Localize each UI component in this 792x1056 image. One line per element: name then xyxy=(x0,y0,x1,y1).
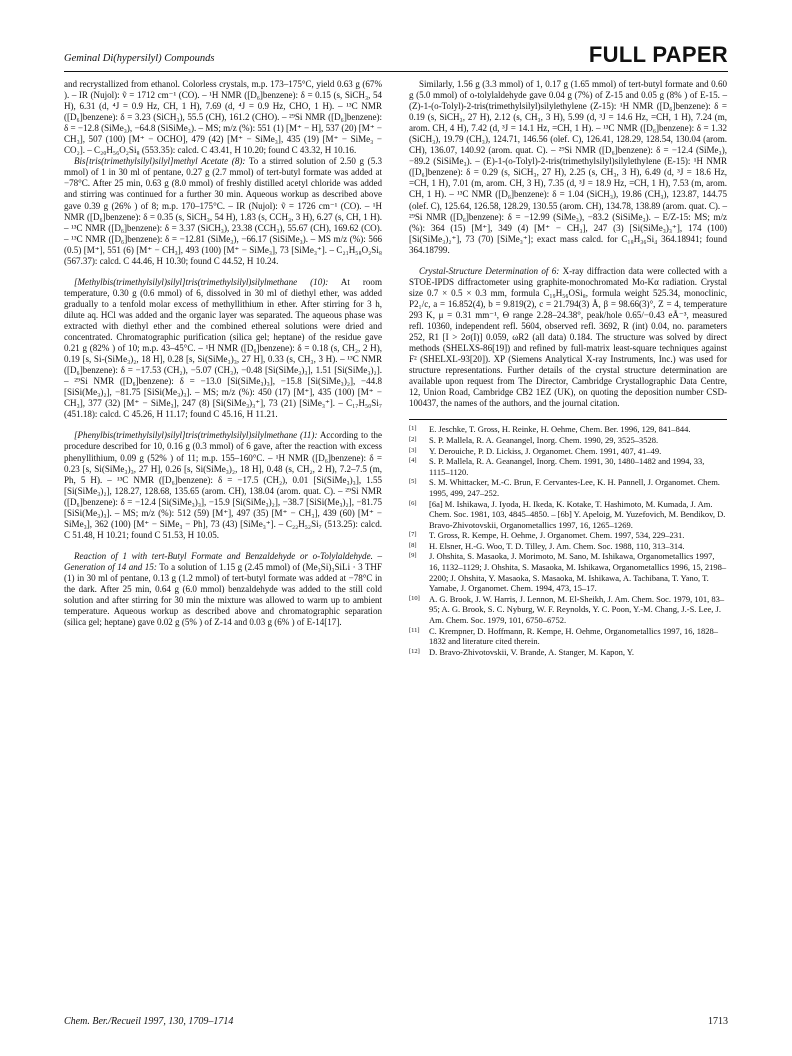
reference-item xyxy=(409,456,727,477)
paragraph-body: To a stirred solution of 2.50 g (5.3 mmol) of 1 in 30 ml of pentane, 0.27 g (2.7 mmol) of tert-butyl formate was added at −78°C. After 25 min, 0.63 g (8.0 mmol) of freshly distilled acetyl chloride was added and stirring was continued for a further 30 min. Aqueous workup as described above gave 0.39 g (26% ) of 8; m.p. 170–175°C. – IR (Nujol): ṽ = 1726 cm⁻¹ (CO). – ¹H NMR ([D₆]benzene): δ = 0.35 (s, SiCH₃, 54 H), 1.83 (s, CCH₃, 3 H), 6.27 (s, CH, 1 H). – ¹³C NMR ([D₆]benzene): δ = 3.37 (SiCH₃), 23.38 (CCH₃), 55.67 (CH), 169.62 (CO). – ¹³C NMR ([D₆]benzene): δ = −12.81 (SiMe₃), −66.17 (SiSiMe₃). – MS m/z (%): 566 (0.5) [M⁺], 551 (6) [M⁺ − CH₃], 493 (100) [M⁺ − SiMe₃], 73 [SiMe₃⁺]. – C₂₁H₅₈O₂Si₈ (567.37): calcd. C 44.46, H 10.30; found C 44.52, H 10.24. xyxy=(64,156,383,266)
reference-number: [10] xyxy=(409,594,420,602)
right-column xyxy=(409,79,727,657)
reference-text: D. Bravo-Zhivotovskii, V. Brande, A. Stanger, M. Kapon, Y. xyxy=(429,646,634,657)
reference-number: [2] xyxy=(409,435,417,443)
reference-item xyxy=(409,424,727,435)
reference-number: [8] xyxy=(409,541,417,549)
section-label: FULL PAPER xyxy=(588,42,728,67)
paragraph xyxy=(64,277,382,421)
journal-citation: Chem. Ber./Recueil 1997, 130, 1709–1714 xyxy=(64,1016,234,1027)
paragraph-heading: Crystal-Structure Determination of 6: xyxy=(419,265,560,276)
paragraph xyxy=(64,156,382,266)
reference-number: [5] xyxy=(409,478,417,486)
reference-list xyxy=(409,419,727,657)
reference-number: [4] xyxy=(409,457,417,465)
reference-text: S. P. Mallela, R. A. Geanangel, Inorg. Chem. 1991, 30, 1480–1482 and 1994, 33, 1115–1120. xyxy=(429,456,705,477)
reference-text: S. M. Whittacker, M.-C. Brun, F. Cervantes-Lee, K. H. Pannell, J. Organomet. Chem. 1995, 499, 247–252. xyxy=(429,477,720,498)
paragraph xyxy=(409,266,727,410)
reference-item xyxy=(409,541,727,552)
paragraph xyxy=(64,551,382,628)
reference-item xyxy=(409,435,727,446)
paragraph xyxy=(64,430,382,540)
reference-text: E. Jeschke, T. Gross, H. Reinke, H. Oehme, Chem. Ber. 1996, 129, 841–844. xyxy=(429,424,691,435)
reference-item xyxy=(409,626,727,647)
reference-number: [11] xyxy=(409,626,420,634)
running-title: Geminal Di(hypersilyl) Compounds xyxy=(64,53,215,64)
reference-number: [1] xyxy=(409,425,417,433)
reference-text: A. G. Brook, J. W. Harris, J. Lennon, M. El-Sheikh, J. Am. Chem. Soc. 1979, 101, 83–95; A. G. Brook, S. C. Nyburg, W. F. Reynolds, Y. C. Poon, Y.-M. Chang, J.-S. Lee, J. Am. Chem. Soc. 1979, 101, 6750–6752. xyxy=(429,593,725,626)
reference-text: C. Krempner, D. Hoffmann, R. Kempe, H. Oehme, Organometallics 1997, 16, 1828–1832 and literature cited therein. xyxy=(429,625,718,647)
reference-item xyxy=(409,499,727,531)
reference-item xyxy=(409,477,727,498)
left-column xyxy=(64,79,382,628)
paragraph: and recrystallized from ethanol. Colorless crystals, m.p. 173–175°C, yield 0.63 g (67% ). – IR (Nujol): ṽ = 1712 cm⁻¹ (CO). – ¹H NMR ([D₆]benzene): δ = 0.15 (s, SiCH₃, 54 H), 6.31 (d, ⁴J = 0.9 Hz, CH, 1 H), 7.69 (d, ⁴J = 0.9 Hz, CHO, 1 H). – ¹³C NMR ([D₆]benzene): δ = 3.23 (SiCH₃), 55.5 (CH), 161.2 (CHO). – ²⁹Si NMR ([D₆]benzene): δ = −12.8 (SiMe₃), −64.8 (SiSiMe₃). – MS; m/z (%): 551 (1) [M⁺ − H], 537 (20) [M⁺ − CH₃], 507 (100) [M⁺ − OCHO], 479 (42) [M⁺ − SiMe₃], 435 (19) [M⁺ − SiMe₃ − CO₂]. – C₂₀H₅₆O₂Si₈ (553.35): calcd. C 43.41, H 10.20; found C 43.32, H 10.16. xyxy=(64,79,382,156)
reference-number: [9] xyxy=(409,552,417,560)
header-rule xyxy=(64,71,728,72)
reference-item xyxy=(409,530,727,541)
reference-item xyxy=(409,647,727,658)
reference-text: H. Elsner, H.-G. Woo, T. D. Tilley, J. Am. Chem. Soc. 1988, 110, 313–314. xyxy=(429,540,685,551)
reference-text: J. Ohshita, S. Masaoka, J. Morimoto, M. Sano, M. Ishikawa, Organometallics 1997, 16, 1132–1129; J. Ohshita, S. Masaoka, M. Ishikawa, Organometallics 1996, 15, 2198–2200; J. Ohshita, Y. Masaoka, S. Masaoka, M. Ishikawa, A. Tachibana, T. Yano, T. Yamabe, J. Organomet. Chem. 1994, 473, 15–17. xyxy=(429,551,727,594)
reference-item xyxy=(409,594,727,626)
reference-number: [7] xyxy=(409,531,417,539)
reference-number: [12] xyxy=(409,647,420,655)
reference-text: [6a] M. Ishikawa, J. Iyoda, H. Ikeda, K. Kotake, T. Hashimoto, M. Kumada, J. Am. Chem. Soc. 1981, 103, 4845–4850. – [6b] Y. Apeloig, M. Yuzefovich, M. Bendikov, D. Bravo-Zhivotovskii, Organometallics 1997, 16, 1265–1269. xyxy=(429,498,726,530)
paragraph-body: X-ray diffraction data were collected with a STOE-IPDS diffractometer using graphite-monochromated Mo-Kα radiation. Crystal size 0.7 × 0.5 × 0.3 mm, formula C₁₉H₅₆OSi₈, formula weight 525.34, monoclinic, P2₁/c, a = 16.852(4), b = 9.819(2), c = 21.794(3) Å, β = 98.66(3)°, Z = 4, temperature 293 K, μ = 0.31 mm⁻¹, Θ range 2.28–24.38°, peak/hole 0.65/−0.43 eÅ⁻³, measured refl. 10360, independent refl. 5604, observed refl. 3692, R (int) 0.04, no. parameters 252, R1 [I > 2σ(I)] 0.059, ωR2 (all data) 0.184. The structure was solved by direct methods (SHELXS-86[19]) and refined by full-matrix least-square techniques against F² (SHELXL-93[20]). XP (Siemens Analytical X-ray Instruments, Inc.) was used for structure representations. Further details of the crystal structure determination are available upon request from The Director, Cambridge Crystallographic Data Centre, 12, Union Road, Cambridge CB2 1EZ (UK), on quoting the deposition number CSD-100437, the names of the authors, and the journal citation. xyxy=(409,265,727,409)
paragraph-heading: Bis[tris(trimethylsilyl)silyl]methyl Acetate (8): xyxy=(74,156,246,167)
reference-text: S. P. Mallela, R. A. Geanangel, Inorg. Chem. 1990, 29, 3525–3528. xyxy=(429,434,659,445)
page-header xyxy=(64,40,728,70)
paragraph-heading: [Methylbis(trimethylsilyl)silyl]tris(trimethylsilyl)silylmethane (10): xyxy=(74,276,329,287)
reference-number: [6] xyxy=(409,499,417,507)
reference-item xyxy=(409,446,727,457)
paragraph-body: At room temperature, 0.30 g (0.6 mmol) of 6, dissolved in 30 ml of diethyl ether, was added gradually to a tenfold molar excess of methyllithium in ether. After stirring for 3 h, dilute aq. HCl was added and the organic layer was separated. The aqueous phase was extracted with diethyl ether and the combined ethereal solutions were dried and concentrated. Chromatographic purification (silica gel; heptane) of the residue gave 0.21 g (82% ) of 10; m.p. 43–45°C. – ¹H NMR ([D₆]benzene): δ = 0.18 (s, CH₂, 2 H), 0.19 [s, Si-(SiMe₃)₂, 18 H], 0.28 [s, Si(SiMe₃)₃, 27 H], 0.33 (s, CH₃, 3 H). – ¹³C NMR ([D₆]benzene): δ = −17.53 (CH₂), −5.07 (CH₃), −0.48 [Si(SiMe₃)₃], 1.51 [Si(SiMe₃)₂]. – ²⁹Si NMR ([D₆]benzene): δ = −13.0 [Si(SiMe₃)₃], −15.8 [Si(SiMe₃)₂], −44.8 [SiSi(Me₃)₂], −81.75 [SiSi(Me₃)₃]. – MS; m/z (%): 450 (17) [M⁺], 435 (100) [M⁺ − CH₃], 377 (32) [M⁺ − SiMe₃], 247 (8) [Si(SiMe₃)₃⁺], 73 (21) [SiMe₃⁺]. – C₁₇H₅₀Si₇ (451.18): calcd. C 45.26, H 11.17; found C 45.16, H 11.21. xyxy=(64,276,382,420)
paragraph-body: According to the procedure described for 10, 0.16 g (0.3 mmol) of 6 gave, after the reaction with excess phenyllithium, 0.09 g (52% ) of 11; m.p. 155–160°C. – ¹H NMR ([D₆]benzene): δ = 0.23 [s, Si(SiMe₃)₃, 27 H], 0.26 [s, Si(SiMe₃)₂, 18 H], 0.48 (s, CH₂, 2 H), 7.2–7.5 (m, Ph, 5 H). – ¹³C NMR ([D₆]benzene): δ = −17.5 (CH₂), 0.01 [Si(SiMe₃)₃], 1.55 [Si(SiMe₃)₂], 128.27, 128.68, 135.65 (arom. CH), 138.04 (arom. quat. C). – ²⁹Si NMR ([D₆]benzene): δ = −12.4 [Si(SiMe₃)₃], −15.9 [Si(SiMe₃)₂], −38.7 [SiSi(Me₃)₂], −81.75 [SiSi(Me₃)₃]. – MS; m/z (%): 512 (59) [M⁺], 497 (35) [M⁺ − CH₃], 439 (60) [M⁺ − SiMe₃], 362 (100) [M⁺ − SiMe₃ − Ph], 73 (43) [SiMe₃⁺]. – C₂₂H₅₂Si₇ (513.25): calcd. C 51.48, H 10.21; found C 51.53, H 10.05. xyxy=(64,430,382,540)
reference-number: [3] xyxy=(409,446,417,454)
reference-item xyxy=(409,551,727,593)
reference-text: T. Gross, R. Kempe, H. Oehme, J. Organomet. Chem. 1997, 534, 229–231. xyxy=(429,530,685,541)
paragraph-body: To a solution of 1.15 g (2.45 mmol) of (Me₃Si)₃SiLi · 3 THF (1) in 30 ml of pentane, 0.13 g (1.2 mmol) of tert-butyl formate was added at −78°C in the dark. After 25 min, 0.64 g (6.0 mmol) benzaldehyde was added to the still cold solution and after stirring for 30 min the mixture was allowed to warm up to ambient temperature. Aqueous workup as described above and chromatographic separation (silica gel; heptane) gave 0.02 g (5% ) of Z-14 and 0.03 g (6% ) of E-14[17]. xyxy=(64,561,382,628)
paragraph-heading: [Phenylbis(trimethylsilyl)silyl]tris(trimethylsilyl)silylmethane (11): xyxy=(74,430,318,441)
paragraph: Similarly, 1.56 g (3.3 mmol) of 1, 0.17 g (1.65 mmol) of tert-butyl formate and 0.60 g (5.0 mmol) of o-tolylaldehyde gave 0.04 g (7%) of Z-15 and 0.05 g (8% ) of E-15. – (Z)-1-(o-Tolyl)-2-tris(trimethylsilyl)silylethylene (Z-15): ¹H NMR ([D₆]benzene): δ = 0.19 (s, SiCH₃, 27 H), 2.12 (s, CH₃, 3 H), 5.99 (d, ³J = 14.6 Hz, =CH, 1 H), 7.24 (m, arom. CH, 4 H), 7.42 (d, ³J = 14.1 Hz, =CH, 1 H). – ¹³C NMR ([D₆]benzene): δ = 1.32 (SiCH₃), 19.79 (CH₃), 124.71, 146.56 (olef. C), 126.41, 128.29, 128.54, 130.04 (arom. CH), 136.07, 140.92 (arom. quat. C). – ²⁹Si NMR ([D₆]benzene): δ = −12.4 (SiMe₃), −89.2 (SiSiMe₃). – (E)-1-(o-Tolyl)-2-tris(trimethylsilyl)silylethylene (E-15): ¹H NMR ([D₆]benzene): δ = 0.29 (s, SiCH₃, 27 H), 2.25 (s, CH₃, 3 H), 6.49 (d, ³J = 18.6 Hz, =CH, 1 H), 7.01 (m, arom. CH, 3 H), 7.35 (d, ³J = 18.9 Hz, =CH, 1 H), 7.53 (m, arom. CH, 1 H). – ¹³C NMR ([D₆]benzene): δ = 1.04 (SiCH₃), 19.86 (CH₃), 123.87, 144.75 (olef. C), 125.64, 126.58, 128.29, 130.55 (arom. CH), 134.78, 138.89 (arom. quat. C). – ²⁹Si NMR ([D₆]benzene): δ = −12.99 (SiMe₃), −83.2 (SiSiMe₃). – E/Z-15: MS; m/z (%): 364 (15) [M⁺], 349 (4) [M⁺ − CH₃], 247 (3) [Si(SiMe₃)₃⁺], 174 (100) [Si(SiMe₃)₂⁺], 73 (70) [SiMe₃⁺]; exact mass calcd. for C₁₈H₃₆Si₄ 364.18941; found 364.18799. xyxy=(409,79,727,255)
page-number: 1713 xyxy=(708,1016,728,1027)
reference-text: Y. Derouiche, P. D. Lickiss, J. Organomet. Chem. 1991, 407, 41–49. xyxy=(429,445,662,456)
paragraph-heading: Reaction of 1 with tert-Butyl Formate and Benzaldehyde or o-Tolylaldehyde. – Generation of 14 and 15: xyxy=(64,550,382,572)
